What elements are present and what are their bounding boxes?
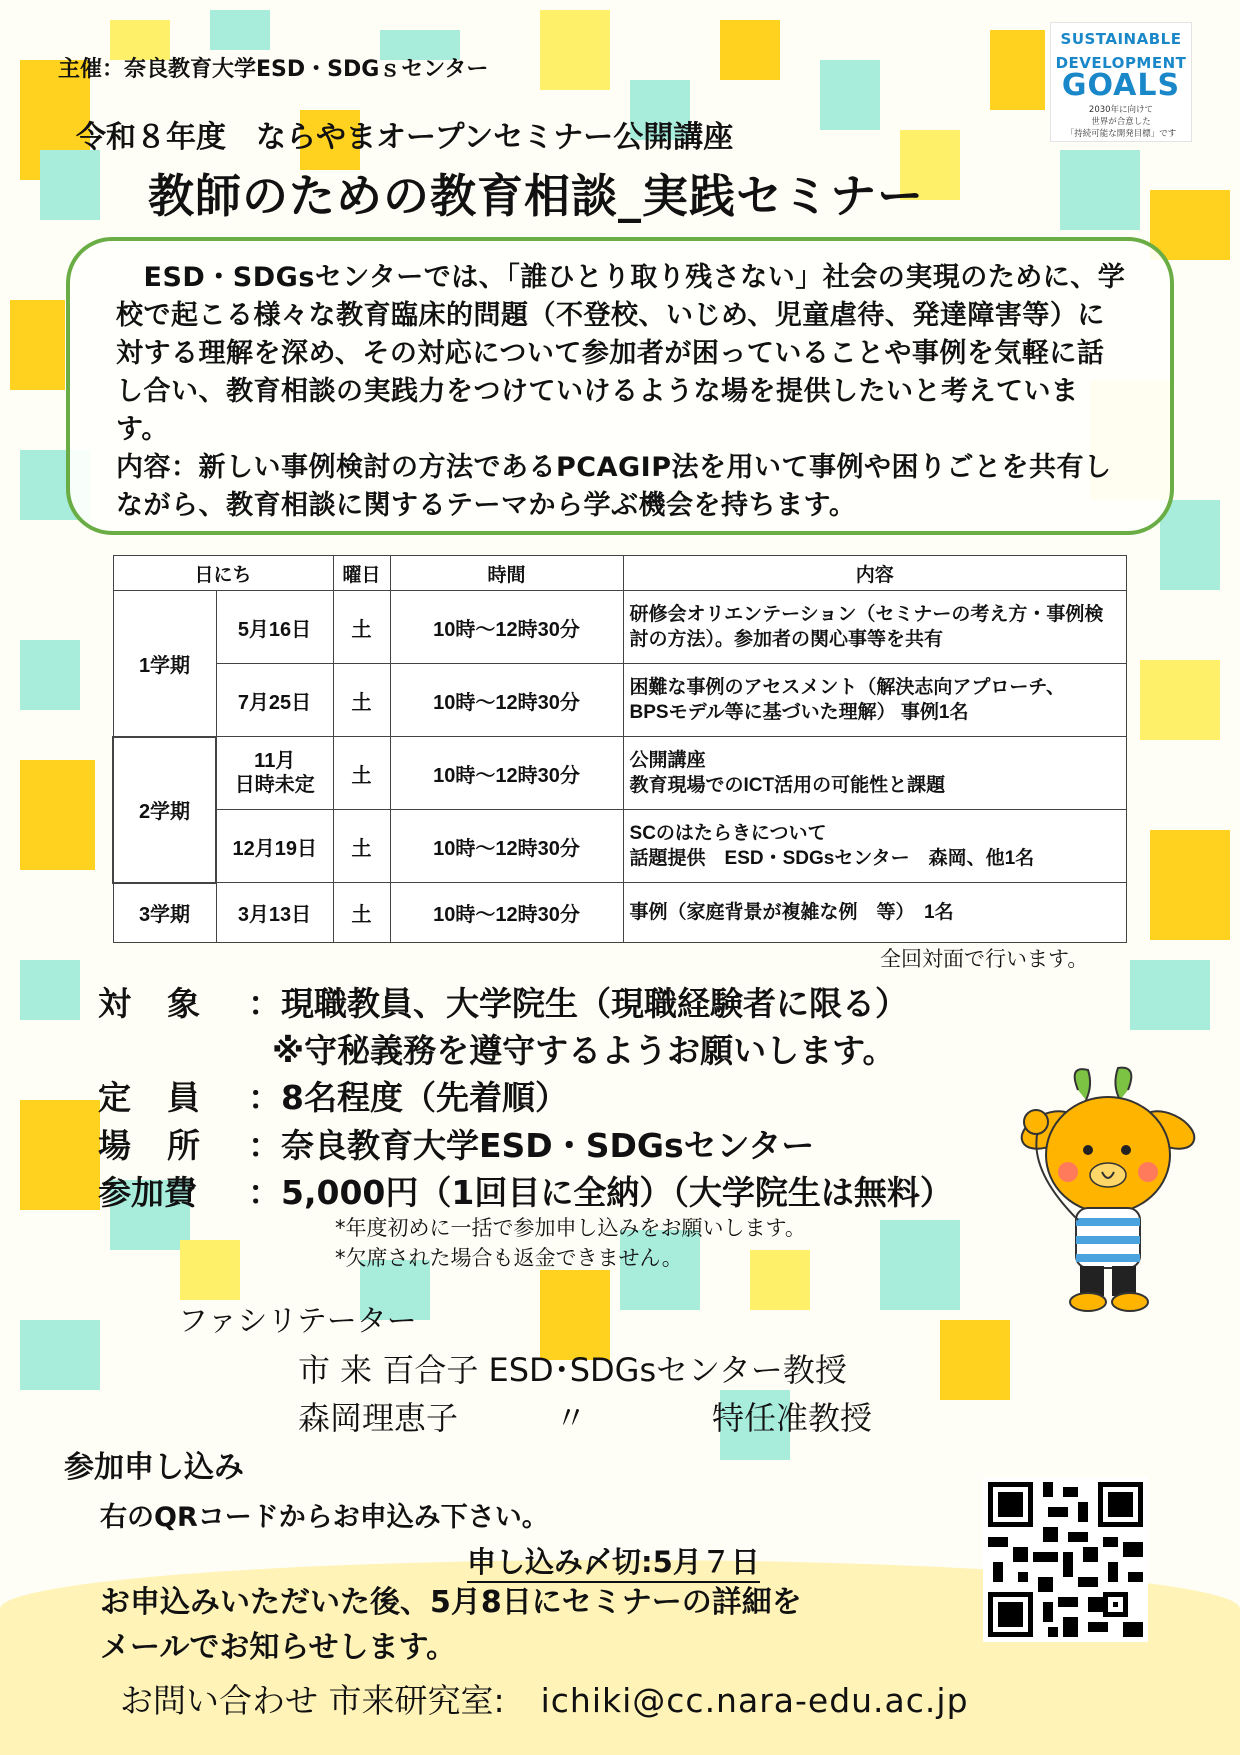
table-row	[113, 737, 1127, 810]
place-value: ：奈良教育大学ESD・SDGsセンター	[248, 1126, 815, 1165]
sdg-logo	[1050, 22, 1192, 142]
header-day: 曜日	[333, 556, 390, 591]
contact	[120, 1675, 969, 1722]
fee-note-2: *欠席された場合も返金できません。	[335, 1246, 683, 1270]
row-day: 土	[333, 664, 390, 737]
header-time: 時間	[390, 556, 623, 591]
contact-label: お問い合わせ 市来研究室:	[120, 1681, 505, 1720]
row-date	[216, 737, 333, 810]
row-time: 10時～12時30分	[390, 810, 623, 883]
sdg-logo-small3: 「持続可能な開発目標」です	[1065, 129, 1177, 139]
facilitator-2-name: 森岡理恵子	[298, 1399, 459, 1437]
table-row	[113, 810, 1127, 883]
facilitator-title: ファシリテーター	[178, 1304, 417, 1339]
table-row	[113, 591, 1127, 664]
capacity-value: ：8名程度（先着順）	[248, 1078, 568, 1117]
row-content-line: 研修会オリエンテーション（セミナーの考え方・事例検	[629, 604, 1104, 625]
row-day: 土	[333, 591, 390, 664]
target-note: ※守秘義務を遵守するようお願いします。	[272, 1031, 896, 1070]
row-content-line: BPSモデル等に基づいた理解） 事例1名	[629, 702, 969, 723]
apply-instruction: 右のQRコードからお申込み下さい。	[100, 1502, 549, 1533]
row-date: 12月19日	[216, 810, 333, 883]
sdg-logo-line2: DEVELOPMENT	[1055, 54, 1187, 72]
organizer: 主催：奈良教育大学ESD・SDGｓセンター	[58, 57, 489, 82]
sdg-logo-small2: 世界が合意した	[1091, 117, 1151, 127]
contact-email[interactable]: ichiki@cc.nara-edu.ac.jp	[540, 1681, 969, 1720]
term-label: 2学期	[113, 737, 216, 883]
fee-line	[98, 1167, 953, 1214]
header-date: 日にち	[113, 556, 333, 591]
row-date: 3月13日	[216, 883, 333, 943]
row-day: 土	[333, 883, 390, 943]
target-label: 対象	[98, 984, 236, 1023]
capacity-line	[98, 1072, 568, 1119]
row-time: 10時～12時30分	[390, 664, 623, 737]
place-label: 場所	[98, 1126, 236, 1165]
subtitle: 令和８年度 ならやまオープンセミナー公開講座	[76, 120, 734, 155]
row-date: 7月25日	[216, 664, 333, 737]
row-content-line: 討の方法）。参加者の関心事等を共有	[629, 629, 944, 650]
row-content	[623, 664, 1126, 737]
facilitator-2-role: 特任准教授	[712, 1399, 873, 1437]
row-content-line: 教育現場でのICT活用の可能性と課題	[629, 775, 946, 796]
apply-detail-line2: メールでお知らせします。	[100, 1630, 457, 1665]
apply-deadline: 申し込み〆切:5月７日	[467, 1540, 760, 1583]
table-row	[113, 664, 1127, 737]
apply-detail-line1: お申込みいただいた後、5月8日にセミナーの詳細を	[100, 1585, 802, 1620]
target-line	[98, 978, 908, 1025]
sdg-logo-small1: 2030年に向けて	[1088, 105, 1154, 115]
intro-box	[66, 237, 1174, 535]
row-content	[623, 737, 1126, 810]
capacity-label: 定員	[98, 1078, 236, 1117]
row-date-line: 日時未定	[234, 774, 315, 796]
row-content-line: 困難な事例のアセスメント（解決志向アプローチ、	[629, 677, 1065, 698]
fee-value: ：5,000円（1回目に全納）（大学院生は無料）	[248, 1173, 953, 1212]
sdg-logo-line1: SUSTAINABLE	[1060, 30, 1182, 48]
term-label: 1学期	[113, 591, 216, 737]
place-line	[98, 1120, 814, 1167]
row-day: 土	[333, 737, 390, 810]
mascot-illustration	[1008, 1060, 1208, 1320]
page-title: 教師のための教育相談_実践セミナー	[148, 169, 924, 223]
sdg-logo-line3: GOALS	[1061, 68, 1181, 103]
row-day: 土	[333, 810, 390, 883]
fee-label: 参加費	[98, 1173, 197, 1212]
row-content	[623, 810, 1126, 883]
apply-detail	[100, 1580, 802, 1670]
row-time: 10時～12時30分	[390, 591, 623, 664]
qr-code-icon[interactable]	[983, 1477, 1148, 1642]
row-time: 10時～12時30分	[390, 737, 623, 810]
row-content	[623, 591, 1126, 664]
header-content: 内容	[623, 556, 1126, 591]
facilitator-2-ditto: 〃	[555, 1399, 588, 1437]
row-date: 5月16日	[216, 591, 333, 664]
row-date-line: 11月	[254, 750, 296, 772]
facilitator-1: 市 来 百合子 ESD･SDGsセンター教授	[298, 1351, 847, 1389]
row-content: 事例（家庭背景が複雑な例 等） 1名	[623, 883, 1126, 943]
fee-note-1: *年度初めに一括で参加申し込みをお願いします。	[335, 1216, 806, 1240]
schedule-table	[112, 555, 1127, 943]
row-content-line: 話題提供 ESD・SDGsセンター 森岡、他1名	[629, 848, 1035, 869]
apply-title: 参加申し込み	[64, 1450, 244, 1485]
row-content-line: SCのはたらきについて	[629, 823, 827, 844]
row-time: 10時～12時30分	[390, 883, 623, 943]
table-header-row	[113, 556, 1127, 591]
row-content-line: 公開講座	[629, 750, 706, 771]
target-value: ：現職教員、大学院生（現職経験者に限る）	[248, 984, 908, 1023]
intro-content: 内容：新しい事例検討の方法であるPCAGIP法を用いて事例や困りごとを共有しながら、教育相談に関するテーマから学ぶ機会を持ちます。	[116, 452, 1112, 521]
note-online: 全回対面で行います。	[880, 947, 1089, 971]
table-row	[113, 883, 1127, 943]
term-label: 3学期	[113, 883, 216, 943]
intro-paragraph: ESD・SDGsセンターでは、「誰ひとり取り残さない」社会の実現のために、学校で起こる様々な教育臨床的問題（不登校、いじめ、児童虐待、発達障害等）に対する理解を深め、その対応について参加者が困っていることや事例を気軽に話し合い、教育相談の実践力をつけていけるような場を提供したいと考えています。	[116, 262, 1126, 445]
